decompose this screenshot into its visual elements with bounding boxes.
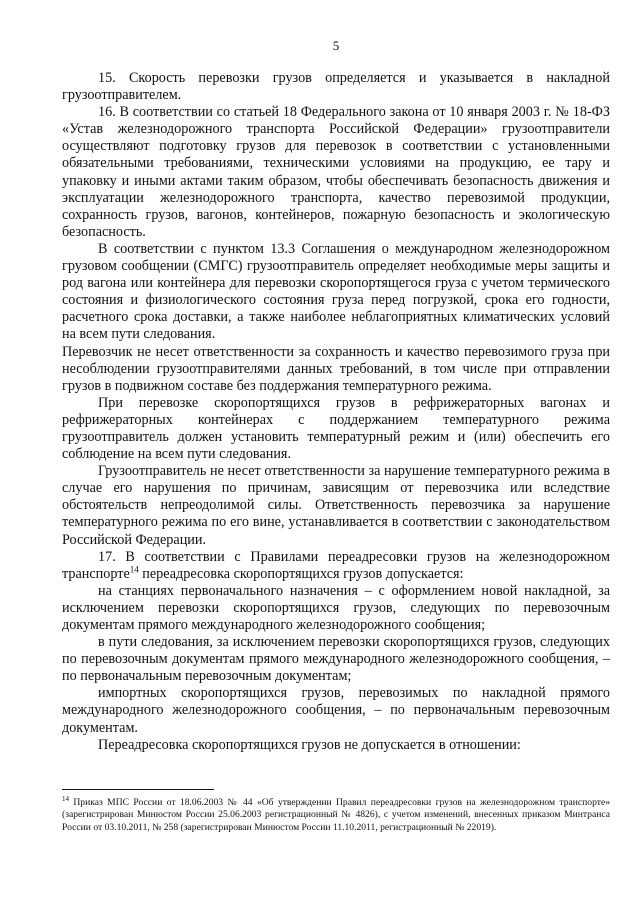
paragraph-16-carrier-liability: Перевозчик не несет ответственности за сохранность и качество перевозимого груза при несоблюдении грузоотправителями данных требований, в том числе при отправлении грузов в подвижном составе без поддержания температурного режима. [62,343,610,394]
paragraph-16-smgs: В соответствии с пунктом 13.3 Соглашения о международном железнодорожном грузовом сообщении (СМГС) грузоотправитель определяет необходимые меры защиты и род вагона или контейнера для перевозки скоропортящегося груза с учетом термического состояния и физиологического состояния груза перед погрузкой, срока его годности, расчетного срока доставки, а также наиболее неблагоприятных климатических условий на всем пути следования. [62,240,610,343]
paragraph-17-not-allowed: Переадресовка скоропортящихся грузов не допускается в отношении: [98,736,521,753]
paragraph-17-tail: переадресовка скоропортящихся грузов допускается: [138,565,464,582]
footnote [62,794,610,834]
footnote-text: Приказ МПС России от 18.06.2003 № 44 «Об утверждении Правил переадресовки грузов на железнодорожном транспорте» (зарегистрирован Минюстом России 25.06.2003 регистрационный № 4826), с учетом изменений, внесенных приказом Минтранса России от 03.10.2011, № 258 (зарегистрирован Минюстом России 11.10.2011, регистрационный № 22019). [62,797,610,833]
footnote-reference[interactable]: 14 [129,563,139,574]
paragraph-16: 16. В соответствии со статьей 18 Федерального закона от 10 января 2003 г. № 18-ФЗ «Устав железнодорожного транспорта Российской Федерации» грузоотправители осуществляют подготовку грузов для перевозок в соответствии с установленными обязательными требованиями, техническими условиями на продукцию, ее тару и упаковку и иными актами таким образом, чтобы обеспечивать безопасность движения и эксплуатации железнодорожного транспорта, качество перевозимой продукции, сохранность грузов, вагонов, контейнеров, пожарную безопасность и экологическую безопасность. [62,104,610,240]
paragraph-17 [62,549,610,583]
page-number: 5 [332,38,340,53]
paragraph-17-lead: 17. В соответствии с Правилами переадресовки грузов на железнодорожном транспорте [62,548,610,582]
paragraph-17-initial-stations: на станциях первоначального назначения – с оформлением новой накладной, за исключением перевозки скоропортящихся грузов, следующих по перевозочным документам прямого международного железнодорожного сообщения; [62,582,610,633]
footnote-number: 14 [62,794,69,803]
document-body [62,70,610,754]
paragraph-16-shipper-liability: Грузоотправитель не несет ответственности за нарушение температурного режима в случае его нарушения по причинам, зависящим от перевозчика или вследствие обстоятельств непреодолимой силы. Ответственность перевозчика за нарушение температурного режима по его вине, устанавливается в соответствии с законодательством Российской Федерации. [62,463,610,548]
paragraph-16-refrigerated: При перевозке скоропортящихся грузов в рефрижераторных вагонах и рефрижераторных контейнерах с поддержанием температурного режима грузоотправитель должен установить температурный режим и (или) обеспечить его соблюдение на всем пути следования. [62,394,610,463]
paragraph-15: 15. Скорость перевозки грузов определяется и указывается в накладной грузоотправителем. [62,70,610,104]
paragraph-17-en-route: в пути следования, за исключением перевозки скоропортящихся грузов, следующих по перевозочным документам прямого международного железнодорожного сообщения, – по первоначальным перевозочным документам; [62,634,610,685]
footnote-divider [62,789,214,790]
paragraph-17-imports: импортных скоропортящихся грузов, перевозимых по накладной прямого международного железнодорожного сообщения, – по первоначальным перевозочным документам. [62,685,610,736]
